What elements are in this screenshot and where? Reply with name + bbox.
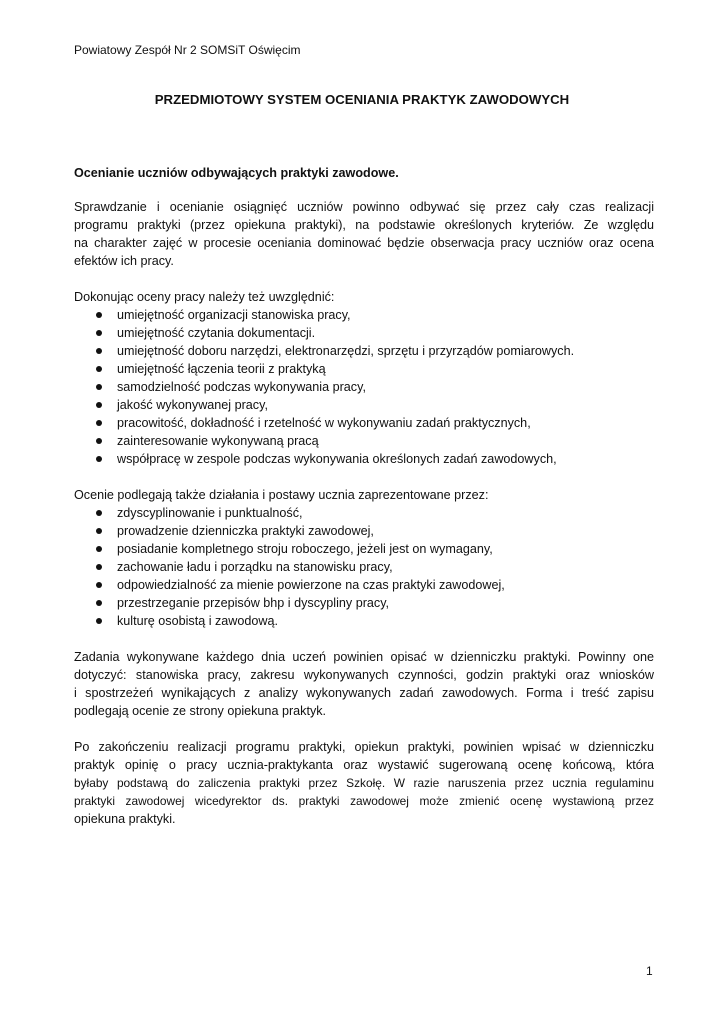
list-item bbox=[74, 504, 654, 522]
bullet-icon bbox=[96, 366, 102, 372]
list-item bbox=[74, 342, 654, 360]
list-item bbox=[74, 396, 654, 414]
paragraph-line: podlegają ocenie ze strony opiekuna praktyk. bbox=[74, 704, 327, 718]
list-item bbox=[74, 612, 654, 630]
paragraph-line: praktyki zawodowej wicedyrektor ds. praktyki zawodowej może zmienić ocenę wystawioną przez bbox=[74, 794, 654, 808]
list-item bbox=[74, 558, 654, 576]
list-item bbox=[74, 378, 654, 396]
bullet-icon bbox=[96, 618, 102, 624]
page-header: Powiatowy Zespół Nr 2 SOMSiT Oświęcim bbox=[74, 43, 301, 57]
paragraph-line: Zadania wykonywane każdego dnia uczeń powinien opisać w dzienniczku praktyki. Powinny one bbox=[74, 650, 654, 664]
list-item-text: współpracę w zespole podczas wykonywania określonych zadań zawodowych, bbox=[117, 452, 557, 466]
list-item-text: jakość wykonywanej pracy, bbox=[117, 398, 268, 412]
list-item-text: samodzielność podczas wykonywania pracy, bbox=[117, 380, 366, 394]
list-item bbox=[74, 360, 654, 378]
list-intro-student-attitudes: Ocenie podlegają także działania i postawy ucznia zaprezentowane przez: bbox=[74, 488, 489, 502]
bullet-icon bbox=[96, 600, 102, 606]
list-item-text: odpowiedzialność za mienie powierzone na czas praktyki zawodowej, bbox=[117, 578, 505, 592]
bullet-icon bbox=[96, 312, 102, 318]
document-title: PRZEDMIOTOWY SYSTEM OCENIANIA PRAKTYK ZAWODOWYCH bbox=[154, 92, 570, 107]
bullet-icon bbox=[96, 564, 102, 570]
paragraph-line: i spostrzeżeń wynikających z analizy wykonywanych zadań zawodowych. Forma i treść zapisu bbox=[74, 686, 654, 700]
bullet-icon bbox=[96, 420, 102, 426]
list-item bbox=[74, 306, 654, 324]
list-item bbox=[74, 522, 654, 540]
bullet-icon bbox=[96, 456, 102, 462]
list-item-text: posiadanie kompletnego stroju roboczego, jeżeli jest on wymagany, bbox=[117, 542, 493, 556]
bullet-icon bbox=[96, 384, 102, 390]
list-item bbox=[74, 540, 654, 558]
paragraph-line: na charakter zajęć w procesie oceniania dominować będzie obserwacja pracy uczniów oraz ocena bbox=[74, 236, 654, 250]
bullet-icon bbox=[96, 330, 102, 336]
bullet-icon bbox=[96, 546, 102, 552]
list-item-text: pracowitość, dokładność i rzetelność w wykonywaniu zadań praktycznych, bbox=[117, 416, 531, 430]
work-criteria-list bbox=[74, 306, 654, 468]
student-attitudes-list bbox=[74, 504, 654, 630]
list-item bbox=[74, 594, 654, 612]
list-item-text: przestrzeganie przepisów bhp i dyscypliny pracy, bbox=[117, 596, 390, 610]
bullet-icon bbox=[96, 348, 102, 354]
paragraph-line: opiekuna praktyki. bbox=[74, 812, 176, 826]
list-item-text: umiejętność czytania dokumentacji. bbox=[117, 326, 316, 340]
paragraph-line: programu praktyki (przez opiekuna praktyki), na podstawie określonych kryteriów. Ze względu bbox=[74, 218, 654, 232]
paragraph-assessment-intro bbox=[74, 198, 654, 270]
list-item-text: umiejętność organizacji stanowiska pracy, bbox=[117, 308, 351, 322]
section-heading: Ocenianie uczniów odbywających praktyki zawodowe. bbox=[74, 166, 399, 180]
list-item bbox=[74, 414, 654, 432]
bullet-icon bbox=[96, 528, 102, 534]
paragraph-line: praktyk opinię o pracy ucznia-praktykanta oraz wystawić sugerowaną ocenę końcową, która bbox=[74, 758, 654, 772]
list-item-text: zainteresowanie wykonywaną pracą bbox=[117, 434, 319, 448]
list-item bbox=[74, 432, 654, 450]
bullet-icon bbox=[96, 582, 102, 588]
list-item bbox=[74, 324, 654, 342]
bullet-icon bbox=[96, 402, 102, 408]
page-number: 1 bbox=[646, 964, 653, 978]
list-item-text: kulturę osobistą i zawodową. bbox=[117, 614, 279, 628]
list-item-text: prowadzenie dzienniczka praktyki zawodowej, bbox=[117, 524, 374, 538]
paragraph-line: byłaby podstawą do zaliczenia praktyki przez Szkołę. W razie naruszenia przez ucznia regulaminu bbox=[74, 776, 654, 790]
list-intro-work-criteria: Dokonując oceny pracy należy też uwzględnić: bbox=[74, 290, 335, 304]
paragraph-line: efektów ich pracy. bbox=[74, 254, 174, 268]
list-item-text: zdyscyplinowanie i punktualność, bbox=[117, 506, 303, 520]
paragraph-line: dotyczyć: stanowiska pracy, zakresu wykonywanych czynności, godzin praktyki oraz wniosków bbox=[74, 668, 654, 682]
list-item-text: zachowanie ładu i porządku na stanowisku pracy, bbox=[117, 560, 393, 574]
list-item-text: umiejętność łączenia teorii z praktyką bbox=[117, 362, 326, 376]
paragraph-final-grade bbox=[74, 738, 654, 828]
bullet-icon bbox=[96, 438, 102, 444]
paragraph-line: Sprawdzanie i ocenianie osiągnięć uczniów powinno odbywać się przez cały czas realizacji bbox=[74, 200, 654, 214]
bullet-icon bbox=[96, 510, 102, 516]
paragraph-logbook bbox=[74, 648, 654, 720]
list-item-text: umiejętność doboru narzędzi, elektronarzędzi, sprzętu i przyrządów pomiarowych. bbox=[117, 344, 575, 358]
paragraph-line: Po zakończeniu realizacji programu praktyki, opiekun praktyki, powinien wpisać w dzienniczku bbox=[74, 740, 654, 754]
document-body bbox=[74, 164, 654, 846]
list-item bbox=[74, 576, 654, 594]
list-item bbox=[74, 450, 654, 468]
